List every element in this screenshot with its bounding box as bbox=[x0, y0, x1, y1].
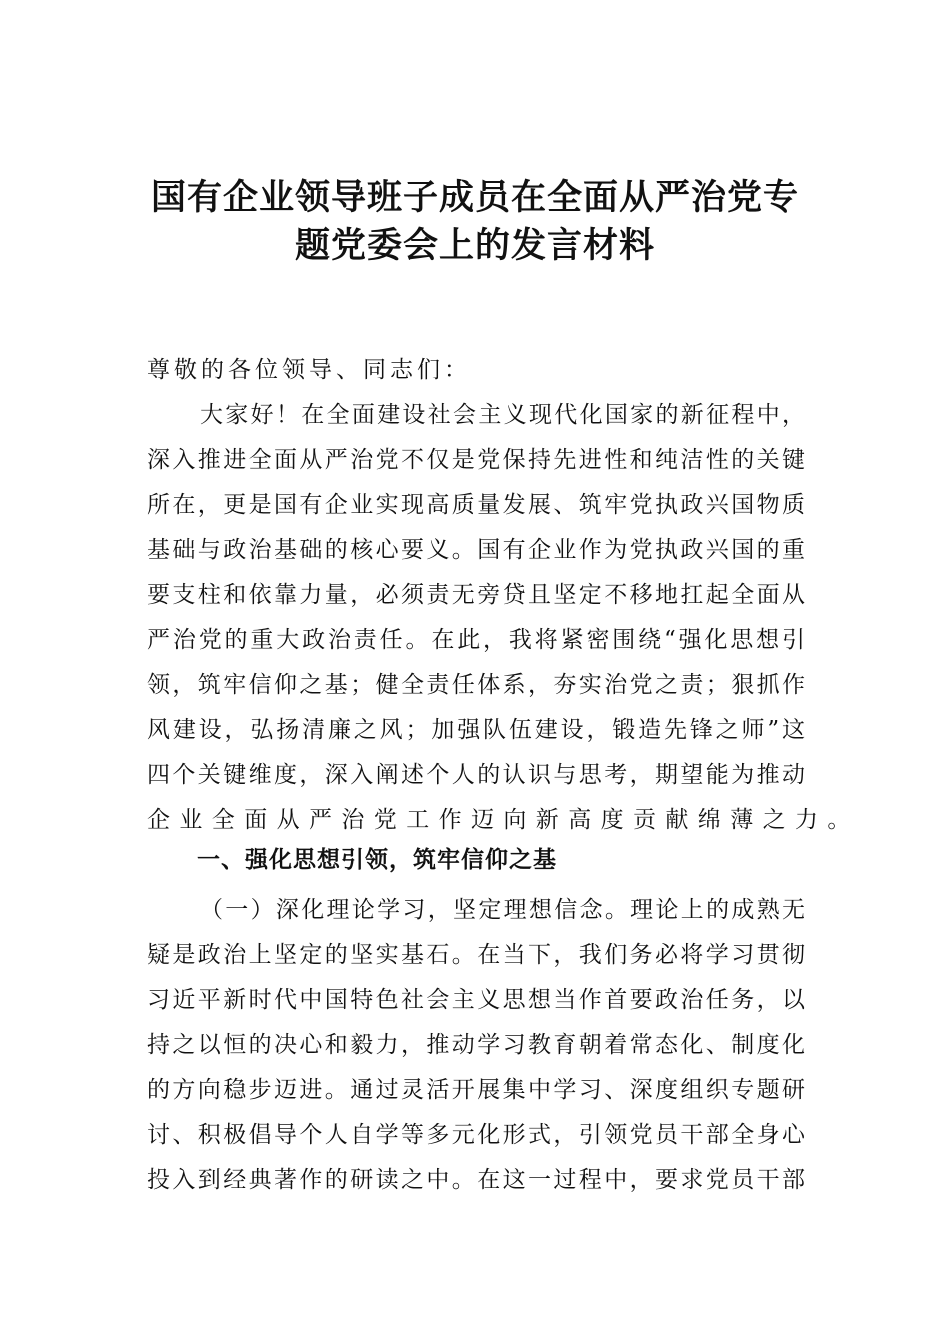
text-line: 领，筑牢信仰之基；健全责任体系，夯实治党之责；狠抓作 bbox=[147, 672, 805, 698]
document-title-line-2: 题党委会上的发言材料 bbox=[294, 225, 655, 266]
text-line: 企业全面从严治党工作迈向新高度贡献绵薄之力。 bbox=[147, 807, 860, 833]
text-line: 风建设，弘扬清廉之风；加强队伍建设，锻造先锋之师”这 bbox=[147, 717, 805, 743]
text-line: 投入到经典著作的研读之中。在这一过程中，要求党员干部 bbox=[147, 1167, 805, 1193]
text-line: 的方向稳步迈进。通过灵活开展集中学习、深度组织专题研 bbox=[147, 1077, 805, 1103]
text-line: 疑是政治上坚定的坚实基石。在当下，我们务必将学习贯彻 bbox=[147, 942, 805, 968]
text-line: 讨、积极倡导个人自学等多元化形式，引领党员干部全身心 bbox=[147, 1122, 805, 1148]
text-line: 所在，更是国有企业实现高质量发展、筑牢党执政兴国物质 bbox=[147, 492, 805, 518]
salutation: 尊敬的各位领导、同志们： bbox=[147, 357, 471, 383]
text-line: 大家好！在全面建设社会主义现代化国家的新征程中， bbox=[200, 402, 805, 428]
text-line: 四个关键维度，深入阐述个人的认识与思考，期望能为推动 bbox=[147, 762, 805, 788]
document-title-line-1: 国有企业领导班子成员在全面从严治党专 bbox=[150, 177, 799, 218]
text-line: 严治党的重大政治责任。在此，我将紧密围绕“强化思想引 bbox=[147, 627, 805, 653]
text-line: 习近平新时代中国特色社会主义思想当作首要政治任务，以 bbox=[147, 987, 805, 1013]
section-heading-1: 一、强化思想引领，筑牢信仰之基 bbox=[197, 847, 557, 873]
text-line: 持之以恒的决心和毅力，推动学习教育朝着常态化、制度化 bbox=[147, 1032, 805, 1058]
text-line: 深入推进全面从严治党不仅是党保持先进性和纯洁性的关键 bbox=[147, 447, 805, 473]
text-line: 基础与政治基础的核心要义。国有企业作为党执政兴国的重 bbox=[147, 537, 805, 563]
text-line: （一）深化理论学习，坚定理想信念。理论上的成熟无 bbox=[200, 897, 805, 923]
text-line: 要支柱和依靠力量，必须责无旁贷且坚定不移地扛起全面从 bbox=[147, 582, 805, 608]
